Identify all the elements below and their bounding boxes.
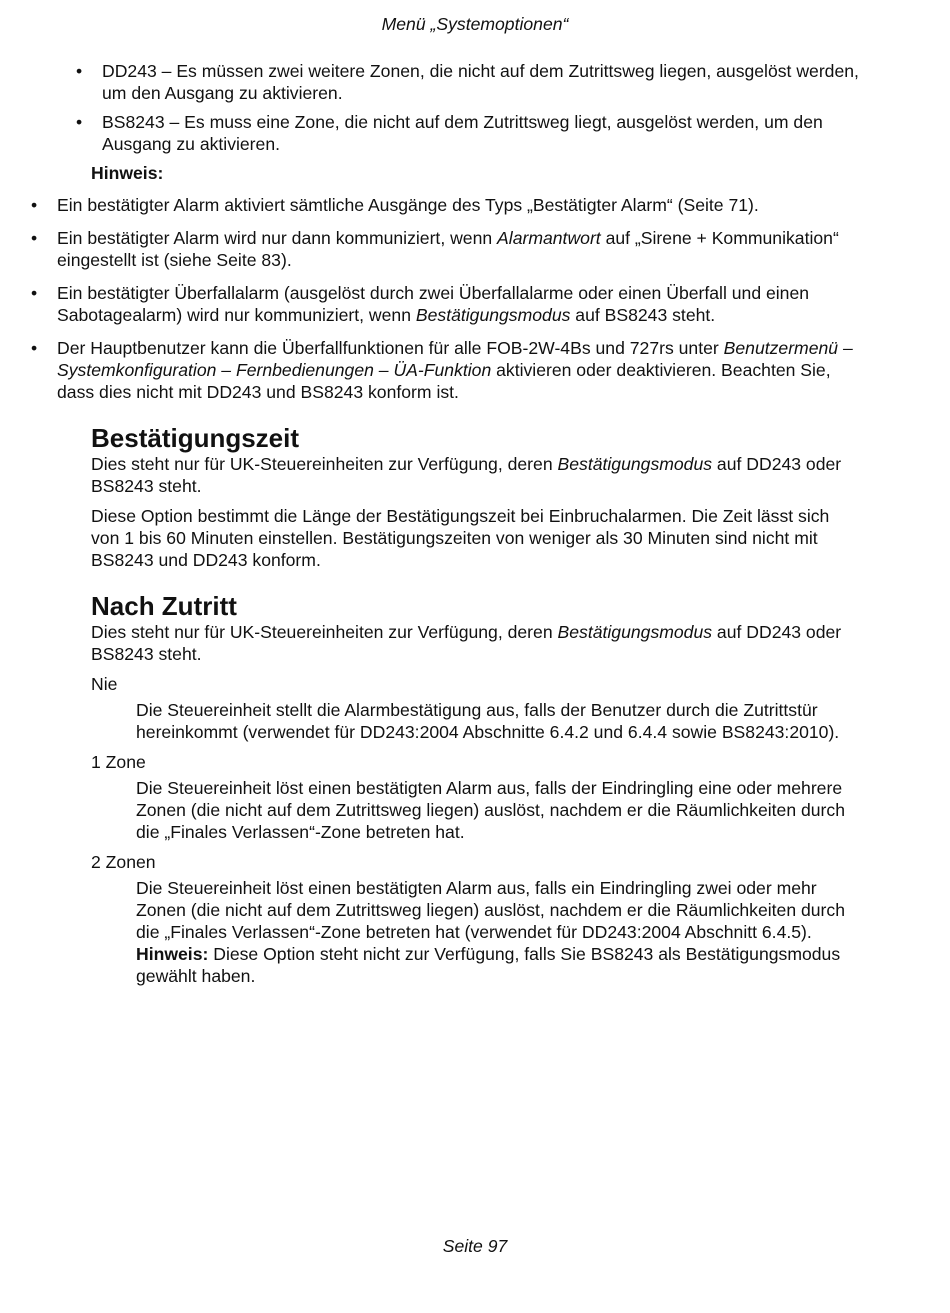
note-title: Hinweis: [91,163,164,183]
section-heading-bestaetigungszeit: Bestätigungszeit [91,423,300,453]
bullet-icon: • [31,195,38,215]
bullet-icon: • [31,338,38,358]
inline-note-label: Hinweis: [136,944,209,964]
bullet-icon: • [31,283,38,303]
list-item: • DD243 – Es müssen zwei weitere Zonen, die nicht auf dem Zutrittsweg liegen, ausgelöst werden, um den Ausgang zu aktivieren. [76,61,859,103]
section-heading-nach-zutritt: Nach Zutritt [91,591,237,621]
option-term: 2 Zonen [91,852,156,872]
list-item: • Ein bestätigter Alarm aktiviert sämtliche Ausgänge des Typs „Bestätigter Alarm“ (Seite 71). [31,195,759,215]
list-item: • Ein bestätigter Überfallalarm (ausgelöst durch zwei Überfallalarme oder einen Überfall und einen Sabotagealarm) wird nur kommuniziert, wenn Bestätigungsmodus auf BS8243 steht. [31,283,810,325]
option-description: Die Steuereinheit löst einen bestätigten Alarm aus, falls der Eindringling eine oder mehrere Zonen (die nicht auf dem Zutrittsweg liegen) auslöst, nachdem er die Räumlichkeiten durch die „Finales Verlassen“-Zone betreten hat. [136,778,845,842]
paragraph: Dies steht nur für UK-Steuereinheiten zur Verfügung, deren Bestätigungsmodus auf DD243 oder BS8243 steht. [91,454,842,496]
option-term: 1 Zone [91,752,146,772]
page-content [31,60,861,992]
list-item: • Ein bestätigter Alarm wird nur dann kommuniziert, wenn Alarmantwort auf „Sirene + Kommunikation“ eingestellt ist (siehe Seite 83). [31,228,839,270]
standards-list [0,60,861,155]
bullet-icon: • [31,228,38,248]
bullet-icon: • [76,112,83,132]
bullet-icon: • [76,61,83,81]
paragraph: Diese Option bestimmt die Länge der Bestätigungszeit bei Einbruchalarmen. Die Zeit lässt sich von 1 bis 60 Minuten einstellen. Bestätigungszeiten von weniger als 30 Minuten sind nicht mit BS8243 und DD243 konform. [91,506,830,570]
running-header: Menü „Systemoptionen“ [381,14,569,34]
option-description: Die Steuereinheit stellt die Alarmbestätigung aus, falls der Benutzer durch die Zutrittstür hereinkommt (verwendet für DD243:2004 Abschnitte 6.4.2 und 6.4.4 sowie BS8243:2010). [136,700,840,742]
paragraph: Dies steht nur für UK-Steuereinheiten zur Verfügung, deren Bestätigungsmodus auf DD243 oder BS8243 steht. [91,622,842,664]
list-item: • Der Hauptbenutzer kann die Überfallfunktionen für alle FOB-2W-4Bs und 727rs unter Benutzermenü – Systemkonfiguration – Fernbedienungen – ÜA-Funktion aktivieren oder deaktivieren. Beachten Sie, dass dies nicht mit DD243 und BS8243 konform ist. [31,338,853,402]
note-list [0,194,861,403]
option-description: Die Steuereinheit löst einen bestätigten Alarm aus, falls ein Eindringling zwei oder mehr Zonen (die nicht auf dem Zutrittsweg liegen) auslöst, nachdem er die Räumlichkeiten durch die „Finales Verlassen“-Zone betreten hat (verwendet für DD243:2004 Abschnitt 6.4.5). Hinweis: Diese Option steht nicht zur Verfügung, falls Sie BS8243 als Bestätigungsmodus gewählt haben. [136,878,845,986]
page-number: Seite 97 [442,1236,508,1256]
list-item: • BS8243 – Es muss eine Zone, die nicht auf dem Zutrittsweg liegt, ausgelöst werden, um den Ausgang zu aktivieren. [76,112,823,154]
option-term: Nie [91,674,118,694]
